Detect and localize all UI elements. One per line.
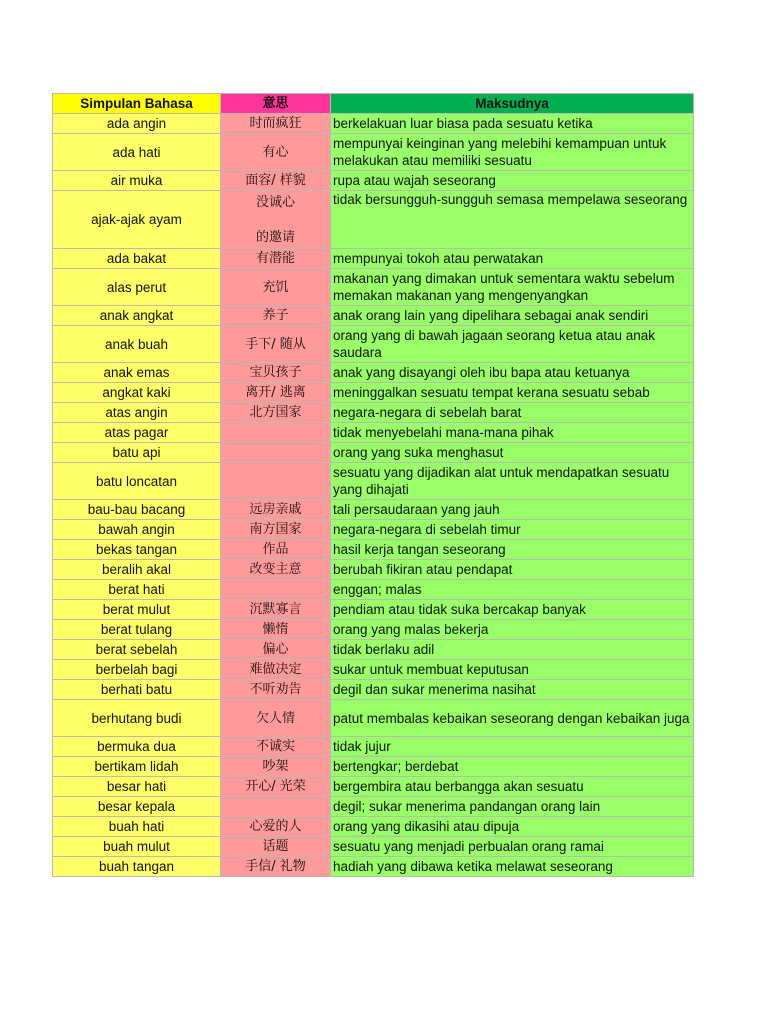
maksudnya-cell: hadiah yang dibawa ketika melawat seseorang <box>331 857 694 877</box>
header-yisi: 意思 <box>221 94 331 114</box>
simpulan-bahasa-cell: berbelah bagi <box>53 660 221 680</box>
table-row <box>53 306 694 326</box>
maksudnya-cell: berubah fikiran atau pendapat <box>331 560 694 580</box>
maksudnya-cell: meninggalkan sesuatu tempat kerana sesuatu sebab <box>331 383 694 403</box>
yisi-cell: 面容/ 样貌 <box>221 171 331 191</box>
yisi-cell: 宝贝孩子 <box>221 363 331 383</box>
yisi-cell: 手信/ 礼物 <box>221 857 331 877</box>
table-row <box>53 383 694 403</box>
yisi-line-1: 没诚心 <box>255 194 295 210</box>
yisi-cell: 不听劝告 <box>221 680 331 700</box>
maksudnya-cell: hasil kerja tangan seseorang <box>331 540 694 560</box>
simpulan-bahasa-cell: air muka <box>53 171 221 191</box>
yisi-cell: 有潜能 <box>221 249 331 269</box>
simpulan-bahasa-cell: angkat kaki <box>53 383 221 403</box>
maksudnya-cell: tali persaudaraan yang jauh <box>331 500 694 520</box>
yisi-cell <box>221 423 331 443</box>
header-maksudnya: Maksudnya <box>331 94 694 114</box>
table-row <box>53 520 694 540</box>
table-row <box>53 249 694 269</box>
table-row <box>53 660 694 680</box>
yisi-cell: 不诚实 <box>221 737 331 757</box>
table-row <box>53 191 694 249</box>
table-row <box>53 463 694 500</box>
table-row <box>53 363 694 383</box>
yisi-cell: 难做决定 <box>221 660 331 680</box>
yisi-cell: 改变主意 <box>221 560 331 580</box>
maksudnya-cell: rupa atau wajah seseorang <box>331 171 694 191</box>
table-row <box>53 797 694 817</box>
simpulan-bahasa-cell: bau-bau bacang <box>53 500 221 520</box>
maksudnya-cell: bertengkar; berdebat <box>331 757 694 777</box>
yisi-cell: 远房亲戚 <box>221 500 331 520</box>
simpulan-bahasa-cell: anak buah <box>53 326 221 363</box>
header-simpulan-bahasa: Simpulan Bahasa <box>53 94 221 114</box>
maksudnya-cell: sukar untuk membuat keputusan <box>331 660 694 680</box>
table-row <box>53 817 694 837</box>
maksudnya-cell: pendiam atau tidak suka bercakap banyak <box>331 600 694 620</box>
maksudnya-cell: orang yang malas bekerja <box>331 620 694 640</box>
simpulan-bahasa-cell: alas perut <box>53 269 221 306</box>
maksudnya-cell: negara-negara di sebelah timur <box>331 520 694 540</box>
table-row <box>53 600 694 620</box>
maksudnya-cell: berkelakuan luar biasa pada sesuatu ketika <box>331 114 694 134</box>
simpulan-bahasa-cell: atas pagar <box>53 423 221 443</box>
maksudnya-cell: mempunyai tokoh atau perwatakan <box>331 249 694 269</box>
table-row <box>53 540 694 560</box>
table-row <box>53 680 694 700</box>
simpulan-bahasa-cell: buah tangan <box>53 857 221 877</box>
table-row <box>53 857 694 877</box>
simpulan-bahasa-cell: bertikam lidah <box>53 757 221 777</box>
simpulan-bahasa-cell: bermuka dua <box>53 737 221 757</box>
table-row <box>53 700 694 737</box>
maksudnya-cell: tidak jujur <box>331 737 694 757</box>
table-row <box>53 171 694 191</box>
simpulan-bahasa-cell: ajak-ajak ayam <box>53 191 221 249</box>
yisi-cell: 养子 <box>221 306 331 326</box>
simpulan-bahasa-cell: berat tulang <box>53 620 221 640</box>
table-row <box>53 326 694 363</box>
maksudnya-cell: orang yang di bawah jagaan seorang ketua atau anak saudara <box>331 326 694 363</box>
simpulan-bahasa-cell: bekas tangan <box>53 540 221 560</box>
yisi-cell: 南方国家 <box>221 520 331 540</box>
yisi-cell <box>221 580 331 600</box>
simpulan-bahasa-cell: anak emas <box>53 363 221 383</box>
simpulan-bahasa-cell: bawah angin <box>53 520 221 540</box>
maksudnya-cell: negara-negara di sebelah barat <box>331 403 694 423</box>
table-row <box>53 640 694 660</box>
simpulan-bahasa-cell: atas angin <box>53 403 221 423</box>
simpulan-bahasa-cell: berhati batu <box>53 680 221 700</box>
table-row <box>53 500 694 520</box>
yisi-cell: 手下/ 随从 <box>221 326 331 363</box>
maksudnya-cell: patut membalas kebaikan seseorang dengan kebaikan juga <box>331 700 694 737</box>
yisi-cell: 离开/ 逃离 <box>221 383 331 403</box>
yisi-line-2: 的邀请 <box>255 229 295 245</box>
maksudnya-cell: makanan yang dimakan untuk sementara waktu sebelum memakan makanan yang mengenyangkan <box>331 269 694 306</box>
simpulan-bahasa-cell: beralih akal <box>53 560 221 580</box>
maksudnya-cell: degil dan sukar menerima nasihat <box>331 680 694 700</box>
maksudnya-cell: anak yang disayangi oleh ibu bapa atau ketuanya <box>331 363 694 383</box>
simpulan-bahasa-cell: berat mulut <box>53 600 221 620</box>
yisi-cell: 欠人情 <box>221 700 331 737</box>
yisi-cell: 偏心 <box>221 640 331 660</box>
simpulan-bahasa-cell: berat hati <box>53 580 221 600</box>
maksudnya-cell: tidak bersungguh-sungguh semasa mempelawa seseorang <box>331 191 694 249</box>
maksudnya-cell: sesuatu yang menjadi perbualan orang ramai <box>331 837 694 857</box>
yisi-cell: 开心/ 光荣 <box>221 777 331 797</box>
maksudnya-cell: orang yang suka menghasut <box>331 443 694 463</box>
table-body <box>53 114 694 877</box>
yisi-cell: 充饥 <box>221 269 331 306</box>
simpulan-bahasa-cell: anak angkat <box>53 306 221 326</box>
table-row <box>53 580 694 600</box>
yisi-cell: 吵架 <box>221 757 331 777</box>
yisi-cell-lines <box>223 194 328 246</box>
table-row <box>53 443 694 463</box>
table-row <box>53 620 694 640</box>
simpulan-bahasa-cell: besar kepala <box>53 797 221 817</box>
yisi-cell <box>221 443 331 463</box>
simpulan-bahasa-cell: berat sebelah <box>53 640 221 660</box>
table-row <box>53 403 694 423</box>
simpulan-bahasa-cell: besar hati <box>53 777 221 797</box>
simpulan-bahasa-cell: batu api <box>53 443 221 463</box>
table-row <box>53 777 694 797</box>
simpulan-bahasa-cell: ada hati <box>53 134 221 171</box>
table-row <box>53 114 694 134</box>
yisi-cell: 作品 <box>221 540 331 560</box>
yisi-cell: 话题 <box>221 837 331 857</box>
header-row <box>53 94 694 114</box>
maksudnya-cell: sesuatu yang dijadikan alat untuk mendapatkan sesuatu yang dihajati <box>331 463 694 500</box>
table-row <box>53 423 694 443</box>
simpulan-bahasa-cell: buah hati <box>53 817 221 837</box>
simpulan-bahasa-cell: ada bakat <box>53 249 221 269</box>
maksudnya-cell: orang yang dikasihi atau dipuja <box>331 817 694 837</box>
maksudnya-cell: enggan; malas <box>331 580 694 600</box>
yisi-cell <box>221 191 331 249</box>
simpulan-bahasa-cell: batu loncatan <box>53 463 221 500</box>
table-row <box>53 757 694 777</box>
maksudnya-cell: tidak menyebelahi mana-mana pihak <box>331 423 694 443</box>
yisi-cell: 有心 <box>221 134 331 171</box>
table-row <box>53 134 694 171</box>
yisi-cell: 心爱的人 <box>221 817 331 837</box>
yisi-cell <box>221 797 331 817</box>
maksudnya-cell: mempunyai keinginan yang melebihi kemampuan untuk melakukan atau memiliki sesuatu <box>331 134 694 171</box>
yisi-cell: 北方国家 <box>221 403 331 423</box>
simpulan-bahasa-cell: berhutang budi <box>53 700 221 737</box>
maksudnya-cell: anak orang lain yang dipelihara sebagai anak sendiri <box>331 306 694 326</box>
yisi-cell: 懒惰 <box>221 620 331 640</box>
maksudnya-cell: tidak berlaku adil <box>331 640 694 660</box>
idiom-table <box>52 93 694 877</box>
yisi-cell: 沉默寡言 <box>221 600 331 620</box>
simpulan-bahasa-cell: ada angin <box>53 114 221 134</box>
yisi-cell <box>221 463 331 500</box>
table-row <box>53 737 694 757</box>
table-row <box>53 560 694 580</box>
maksudnya-cell: degil; sukar menerima pandangan orang lain <box>331 797 694 817</box>
table-row <box>53 837 694 857</box>
maksudnya-cell: bergembira atau berbangga akan sesuatu <box>331 777 694 797</box>
simpulan-bahasa-cell: buah mulut <box>53 837 221 857</box>
table-row <box>53 269 694 306</box>
yisi-cell: 时而疯狂 <box>221 114 331 134</box>
